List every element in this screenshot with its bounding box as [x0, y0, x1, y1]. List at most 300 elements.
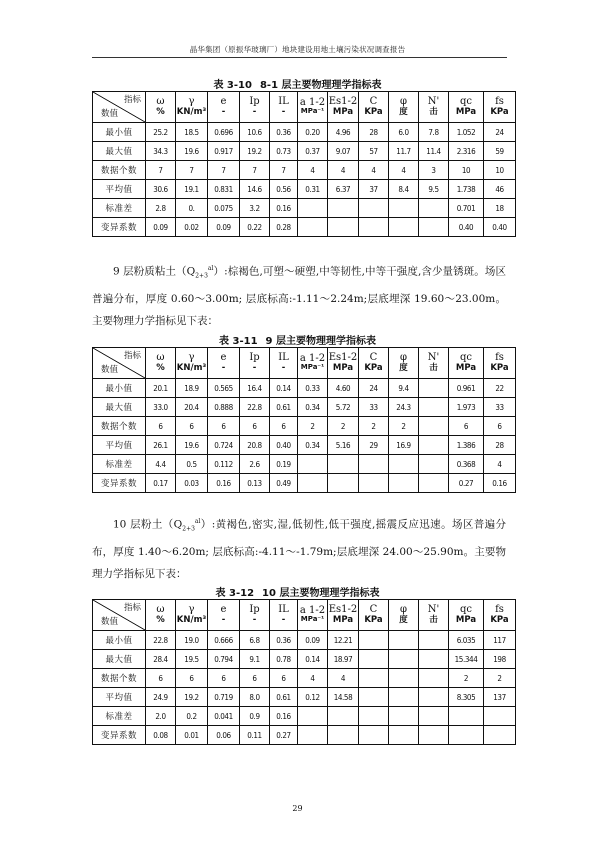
column-unit: MPa⁻¹ [300, 363, 325, 371]
column-header [484, 348, 516, 379]
column-symbol: fs [495, 604, 504, 615]
table-cell: 19.5 [176, 650, 208, 669]
table-cell [389, 455, 419, 474]
table-cell: 0.27 [449, 474, 484, 493]
row-label: 变异系数 [93, 726, 146, 745]
table-cell: 0.22 [240, 218, 270, 237]
table-cell [419, 726, 449, 745]
column-unit: 击 [429, 615, 438, 625]
table-cell: 24 [484, 123, 516, 142]
column-unit: 度 [399, 363, 408, 373]
table-cell: 0.19 [270, 455, 298, 474]
table-cell [419, 398, 449, 417]
table-row [93, 436, 516, 455]
column-header [389, 348, 419, 379]
paragraph-layer-9: 9 层粉质粘土$(Q_{2+3}^{al})$:棕褐色,可塑～硬塑,中等韧性,中等干强度,含少量锈斑。场区普遍分布，厚度 0.60～3.00m; 层底标高:-1.11～2.24m;层底埋深 19.60～23.00m。主要物理力学指标见下表： [92, 265, 506, 327]
header-row [93, 348, 516, 379]
table-cell [359, 474, 389, 493]
column-unit: - [221, 363, 226, 373]
table-cell: 0.14 [270, 379, 298, 398]
table-cell: 18.9 [176, 379, 208, 398]
table-cell: 14.58 [328, 688, 359, 707]
column-header [449, 600, 484, 631]
table-cell: 0.719 [208, 688, 240, 707]
table-cell: 0.17 [146, 474, 176, 493]
table-cell [359, 199, 389, 218]
table-cell [359, 218, 389, 237]
column-symbol: a 1-2 [299, 97, 326, 108]
table-cell: 0.831 [208, 180, 240, 199]
table-cell: 2.6 [240, 455, 270, 474]
column-unit: 击 [429, 107, 438, 117]
table-cell: 0.09 [146, 218, 176, 237]
table-cell [419, 218, 449, 237]
table-cell: 28 [484, 436, 516, 455]
corner-cell [93, 600, 146, 631]
table-cell: 0.09 [298, 631, 328, 650]
table-cell [298, 726, 328, 745]
column-unit: % [156, 363, 165, 373]
table-cell [359, 669, 389, 688]
column-symbol: Ip [249, 96, 260, 107]
column-symbol: N' [427, 352, 440, 363]
table-cell: 0.701 [449, 199, 484, 218]
column-unit: KPa [364, 107, 383, 117]
column-symbol: e [220, 604, 227, 615]
row-label: 平均值 [93, 180, 146, 199]
column-symbol: qc [459, 352, 472, 363]
column-header [240, 600, 270, 631]
corner-cell [93, 92, 146, 123]
table-cell: 11.4 [419, 142, 449, 161]
column-symbol: IL [278, 352, 289, 363]
column-header [328, 348, 359, 379]
diagonal-split [93, 600, 145, 630]
table-cell: 3 [419, 161, 449, 180]
table-cell: 16.9 [389, 436, 419, 455]
table-cell: 46 [484, 180, 516, 199]
table-cell [389, 650, 419, 669]
caption-number: 表 3-11 [219, 336, 258, 347]
table-cell: 6.8 [240, 631, 270, 650]
column-header [176, 92, 208, 123]
table-cell: 4 [298, 669, 328, 688]
table-cell [359, 631, 389, 650]
table-cell: 0.31 [298, 180, 328, 199]
table-cell: 19.2 [240, 142, 270, 161]
table-cell: 0.888 [208, 398, 240, 417]
table-3-12 [92, 599, 516, 745]
table-cell: 19.2 [176, 688, 208, 707]
corner-label-top: 指标 [123, 351, 141, 361]
column-symbol: a 1-2 [299, 605, 326, 616]
corner-label-bottom: 数值 [101, 365, 119, 375]
column-unit: KPa [490, 107, 509, 117]
column-unit: - [252, 107, 257, 117]
table-row [93, 218, 516, 237]
table-cell: 28.4 [146, 650, 176, 669]
table-cell: 26.1 [146, 436, 176, 455]
column-header [146, 348, 176, 379]
table-cell: 0.28 [270, 218, 298, 237]
table-cell: 6.0 [389, 123, 419, 142]
column-unit: % [156, 615, 165, 625]
table-cell: 0.34 [298, 398, 328, 417]
table-cell: 9.5 [419, 180, 449, 199]
table-cell [298, 455, 328, 474]
column-symbol: C [369, 604, 378, 615]
column-header [270, 348, 298, 379]
table-cell: 22.8 [146, 631, 176, 650]
table-cell: 20.1 [146, 379, 176, 398]
table-cell: 0.666 [208, 631, 240, 650]
table-cell [484, 726, 516, 745]
table-cell: 4 [484, 455, 516, 474]
table-caption [0, 584, 595, 599]
column-header [484, 92, 516, 123]
column-header [270, 92, 298, 123]
table-cell: 19.6 [176, 436, 208, 455]
table-cell: 33 [484, 398, 516, 417]
row-label: 最小值 [93, 379, 146, 398]
table-cell: 0.06 [208, 726, 240, 745]
table-row [93, 199, 516, 218]
table-cell: 0.5 [176, 455, 208, 474]
corner-label-bottom: 数值 [101, 617, 119, 627]
table-cell: 2.0 [146, 707, 176, 726]
table-cell: 4 [298, 161, 328, 180]
corner-label-top: 指标 [123, 603, 141, 613]
table-cell [419, 455, 449, 474]
table-cell: 5.16 [328, 436, 359, 455]
column-header [270, 600, 298, 631]
table-cell: 0.961 [449, 379, 484, 398]
column-symbol: Ip [249, 352, 260, 363]
table-cell: 28 [359, 123, 389, 142]
table-cell [359, 455, 389, 474]
table-row [93, 707, 516, 726]
table-cell: 7 [146, 161, 176, 180]
corner-cell [93, 348, 146, 379]
table-cell: 0.16 [484, 474, 516, 493]
table-cell [389, 707, 419, 726]
row-label: 最小值 [93, 123, 146, 142]
table-cell: 59 [484, 142, 516, 161]
column-unit: MPa [455, 363, 477, 373]
table-cell: 0.9 [240, 707, 270, 726]
table-cell: 24 [359, 379, 389, 398]
table-cell: 19.1 [176, 180, 208, 199]
table-cell: 0.14 [298, 650, 328, 669]
table-cell [389, 474, 419, 493]
corner-label-bottom: 数值 [101, 109, 119, 119]
column-header [389, 600, 419, 631]
table-cell [328, 455, 359, 474]
column-header [298, 348, 328, 379]
table-cell: 5.72 [328, 398, 359, 417]
header-row [93, 600, 516, 631]
column-header [298, 92, 328, 123]
caption-number: 表 3-12 [215, 588, 255, 599]
table-cell: 0.34 [298, 436, 328, 455]
column-symbol: N' [427, 96, 440, 107]
table-cell: 8.0 [240, 688, 270, 707]
table-cell: 0.73 [270, 142, 298, 161]
column-unit: - [252, 363, 257, 373]
table-cell [328, 474, 359, 493]
table-cell: 33 [359, 398, 389, 417]
column-symbol: Es1-2 [328, 96, 358, 107]
column-unit: KN/m³ [176, 615, 207, 625]
table-cell: 0.09 [208, 218, 240, 237]
column-header [419, 92, 449, 123]
table-cell: 1.052 [449, 123, 484, 142]
table-cell [419, 199, 449, 218]
column-unit: MPa [455, 107, 477, 117]
table-cell: 11.7 [389, 142, 419, 161]
table-cell: 20.8 [240, 436, 270, 455]
diagonal-split [93, 348, 145, 378]
table-cell: 0.075 [208, 199, 240, 218]
table-cell: 0.11 [240, 726, 270, 745]
table-cell: 9.07 [328, 142, 359, 161]
column-header [208, 92, 240, 123]
row-label: 数据个数 [93, 669, 146, 688]
column-unit: MPa [332, 615, 354, 625]
table-cell: 6 [146, 417, 176, 436]
column-unit: 击 [429, 363, 438, 373]
table-cell: 1.973 [449, 398, 484, 417]
column-header [419, 348, 449, 379]
corner-label-top: 指标 [123, 95, 141, 105]
row-label: 标准差 [93, 199, 146, 218]
caption-text: 10 层主要物理理学指标表 [262, 588, 380, 599]
table-row [93, 474, 516, 493]
row-label: 最大值 [93, 142, 146, 161]
column-symbol: IL [278, 96, 289, 107]
table-cell [389, 669, 419, 688]
table-cell: 18.5 [176, 123, 208, 142]
table-cell: 0.20 [298, 123, 328, 142]
column-symbol: ω [156, 352, 165, 363]
column-header [328, 600, 359, 631]
table-cell: 0.917 [208, 142, 240, 161]
table-cell: 0.794 [208, 650, 240, 669]
table-cell: 19.6 [176, 142, 208, 161]
table-cell: 7 [270, 161, 298, 180]
table-cell: 19.0 [176, 631, 208, 650]
column-unit: % [156, 107, 165, 117]
table-cell: 20.4 [176, 398, 208, 417]
table-row [93, 688, 516, 707]
column-header [449, 92, 484, 123]
table-row [93, 161, 516, 180]
column-header [146, 600, 176, 631]
table-cell [359, 707, 389, 726]
table-cell: 7 [176, 161, 208, 180]
table-cell: 9.1 [240, 650, 270, 669]
table-cell: 6 [240, 669, 270, 688]
column-header [146, 92, 176, 123]
table-row [93, 123, 516, 142]
table-cell: 0.16 [270, 707, 298, 726]
column-unit: KN/m³ [176, 363, 207, 373]
caption-number: 表 3-10 [213, 80, 252, 91]
table-cell: 37 [359, 180, 389, 199]
table-cell: 0.112 [208, 455, 240, 474]
table-cell: 2 [484, 669, 516, 688]
table-cell [389, 218, 419, 237]
table-cell: 0.724 [208, 436, 240, 455]
table-cell [419, 379, 449, 398]
column-unit: - [281, 615, 286, 625]
table-cell [298, 199, 328, 218]
column-symbol: C [369, 96, 378, 107]
table-cell [419, 417, 449, 436]
table-cell: 2 [359, 417, 389, 436]
table-cell [298, 474, 328, 493]
table-cell: 15.344 [449, 650, 484, 669]
table-cell: 0.13 [240, 474, 270, 493]
column-unit: MPa [332, 363, 354, 373]
table-cell [484, 707, 516, 726]
table-cell [389, 688, 419, 707]
table-cell [419, 650, 449, 669]
row-label: 数据个数 [93, 161, 146, 180]
table-cell: 2 [298, 417, 328, 436]
table-cell: 6 [484, 417, 516, 436]
caption-text: 9 层主要物理理学指标表 [265, 336, 376, 347]
table-cell: 0.33 [298, 379, 328, 398]
row-label: 平均值 [93, 436, 146, 455]
table-cell [389, 631, 419, 650]
column-unit: MPa⁻¹ [300, 107, 325, 115]
table-cell: 10 [484, 161, 516, 180]
table-cell: 0.03 [176, 474, 208, 493]
column-header [176, 348, 208, 379]
table-cell: 4 [328, 161, 359, 180]
column-header [389, 92, 419, 123]
table-cell [419, 474, 449, 493]
table-cell: 0. [176, 199, 208, 218]
column-header [449, 348, 484, 379]
table-cell [298, 707, 328, 726]
column-header [240, 348, 270, 379]
table-caption [0, 76, 595, 91]
column-unit: - [252, 615, 257, 625]
table-cell: 25.2 [146, 123, 176, 142]
column-unit: - [281, 107, 286, 117]
column-symbol: qc [459, 604, 472, 615]
table-cell [419, 631, 449, 650]
column-symbol: a 1-2 [299, 353, 326, 364]
column-unit: 度 [399, 107, 408, 117]
table-cell: 6 [146, 669, 176, 688]
column-symbol: fs [495, 96, 504, 107]
table-row [93, 631, 516, 650]
page-header: 晶华集团（原振华玻璃厂）地块建设用地土壤污染状况调查报告 [189, 45, 406, 54]
row-label: 标准差 [93, 707, 146, 726]
column-unit: MPa [332, 107, 354, 117]
table-cell: 24.3 [389, 398, 419, 417]
table-cell: 33.0 [146, 398, 176, 417]
column-symbol: φ [399, 96, 407, 107]
column-symbol: N' [427, 604, 440, 615]
column-unit: KN/m³ [176, 107, 207, 117]
header-row [93, 92, 516, 123]
diagonal-split [93, 92, 145, 122]
table-cell [389, 199, 419, 218]
table-cell: 7 [208, 161, 240, 180]
table-row [93, 180, 516, 199]
column-header [419, 600, 449, 631]
table-cell: 0.16 [270, 199, 298, 218]
table-cell: 0.27 [270, 726, 298, 745]
table-cell: 6 [208, 417, 240, 436]
table-cell: 10 [449, 161, 484, 180]
table-cell: 0.40 [449, 218, 484, 237]
column-unit: - [221, 107, 226, 117]
table-cell [449, 707, 484, 726]
table-cell: 0.2 [176, 707, 208, 726]
table-row [93, 417, 516, 436]
table-cell: 3.2 [240, 199, 270, 218]
table-cell: 6.37 [328, 180, 359, 199]
table-cell: 6 [270, 669, 298, 688]
row-label: 变异系数 [93, 218, 146, 237]
table-cell: 0.08 [146, 726, 176, 745]
row-label: 最大值 [93, 650, 146, 669]
table-cell: 12.21 [328, 631, 359, 650]
table-cell: 8.4 [389, 180, 419, 199]
row-label: 平均值 [93, 688, 146, 707]
table-cell: 1.738 [449, 180, 484, 199]
table-row [93, 726, 516, 745]
table-cell: 4 [359, 161, 389, 180]
table-row [93, 455, 516, 474]
table-cell: 0.36 [270, 631, 298, 650]
column-unit: - [281, 363, 286, 373]
column-header [359, 92, 389, 123]
column-header [359, 348, 389, 379]
table-cell [389, 726, 419, 745]
column-header [328, 92, 359, 123]
row-label: 最大值 [93, 398, 146, 417]
column-header [176, 600, 208, 631]
table-cell: 0.56 [270, 180, 298, 199]
table-cell: 0.696 [208, 123, 240, 142]
table-cell: 18 [484, 199, 516, 218]
table-cell [359, 726, 389, 745]
table-cell [449, 726, 484, 745]
table-cell: 2.316 [449, 142, 484, 161]
row-label: 变异系数 [93, 474, 146, 493]
table-cell: 0.565 [208, 379, 240, 398]
column-unit: KPa [490, 363, 509, 373]
column-symbol: fs [495, 352, 504, 363]
table-cell: 6 [176, 417, 208, 436]
row-label: 标准差 [93, 455, 146, 474]
table-cell: 9.4 [389, 379, 419, 398]
column-symbol: Es1-2 [328, 352, 358, 363]
table-cell: 4 [389, 161, 419, 180]
column-symbol: γ [188, 604, 195, 615]
table-cell: 1.386 [449, 436, 484, 455]
table-cell: 16.4 [240, 379, 270, 398]
table-cell [298, 218, 328, 237]
column-header [240, 92, 270, 123]
table-cell: 57 [359, 142, 389, 161]
